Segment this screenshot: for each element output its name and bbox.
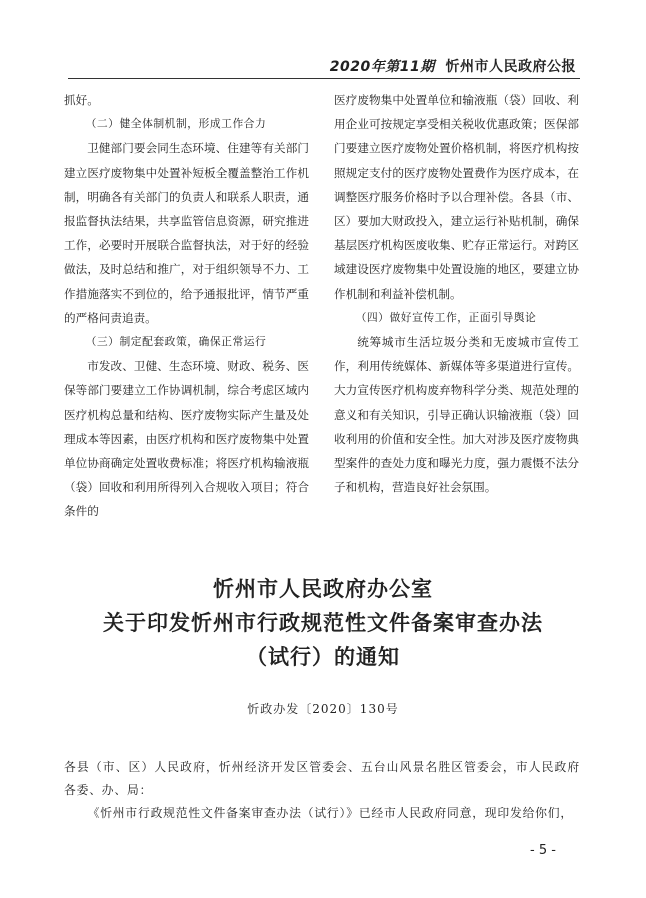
page-header	[68, 52, 580, 79]
paragraph: 《忻州市行政规范性文件备案审查办法（试行）》已经市人民政府同意，现印发给你们，	[87, 806, 573, 820]
document-number: 忻政办发〔2020〕130号	[247, 702, 399, 716]
paragraph: 卫健部门要会同生态环境、住建等有关部门建立医疗废物集中处置补短板全覆盖整治工作机制，明确各有关部门的负责人和联系人职责，通报监督执法结果，共享监管信息资源，研究推进工作，必要时开展联合监督执法，对于好的经验做法，及时总结和推广，对于组织领导不力、工作措施落实不到位的，给予通报批评，情节严重的严格问责追责。	[64, 141, 309, 325]
subheading: （三）制定配套政策，确保正常运行	[85, 335, 267, 349]
notice-body	[64, 756, 580, 825]
publication-name: 忻州市人民政府公报	[445, 59, 576, 75]
issue-label: 2020年第11期	[329, 59, 435, 75]
header-title	[330, 56, 576, 76]
subheading: （四）做好宣传工作，正面引导舆论	[355, 310, 537, 324]
paragraph: 统筹城市生活垃圾分类和无废城市宣传工作，利用传统媒体、新媒体等多渠道进行宣传。大力宣传医疗机构废弃物科学分类、规范处理的意义和有关知识，引导正确认识输液瓶（袋）回收利用的价值和安全性。加大对涉及医疗废物典型案件的查处力度和曝光力度，强力震慑不法分子和机构，营造良好社会氛围。	[334, 335, 579, 495]
paragraph: 抓好。	[64, 93, 99, 107]
right-column	[334, 88, 579, 499]
left-column	[64, 88, 309, 524]
subheading: （二）健全体制机制，形成工作合力	[85, 117, 267, 131]
notice-title	[60, 572, 586, 674]
addressees: 各县（市、区）人民政府，忻州经济开发区管委会、五台山风景名胜区管委会，市人民政府各委、办、局：	[64, 760, 580, 797]
title-line-1: 忻州市人民政府办公室	[213, 576, 433, 601]
page-number: - 5 -	[530, 843, 556, 858]
paragraph: 市发改、卫健、生态环境、财政、税务、医保等部门要建立工作协调机制，综合考虑区域内医疗机构总量和结构、医疗废物实际产生量及处理成本等因素，由医疗机构和医疗废物集中处置单位协商确定处置收费标准；将医疗机构输液瓶（袋）回收和利用所得列入合规收入项目；符合条件的	[64, 359, 309, 519]
paragraph: 医疗废物集中处置单位和输液瓶（袋）回收、利用企业可按规定享受相关税收优惠政策；医保部门要建立医疗废物处置价格机制，将医疗机构按照规定支付的医疗废物处置费作为医疗成本，在调整医疗服务价格时予以合理补偿。各县（市、区）要加大财政投入，建立运行补贴机制，确保基层医疗机构医废收集、贮存正常运行。对跨区域建设医疗废物集中处置设施的地区，要建立协作机制和利益补偿机制。	[334, 93, 579, 301]
title-line-2: 关于印发忻州市行政规范性文件备案审查办法	[103, 610, 543, 635]
title-line-3: （试行）的通知	[246, 644, 400, 669]
